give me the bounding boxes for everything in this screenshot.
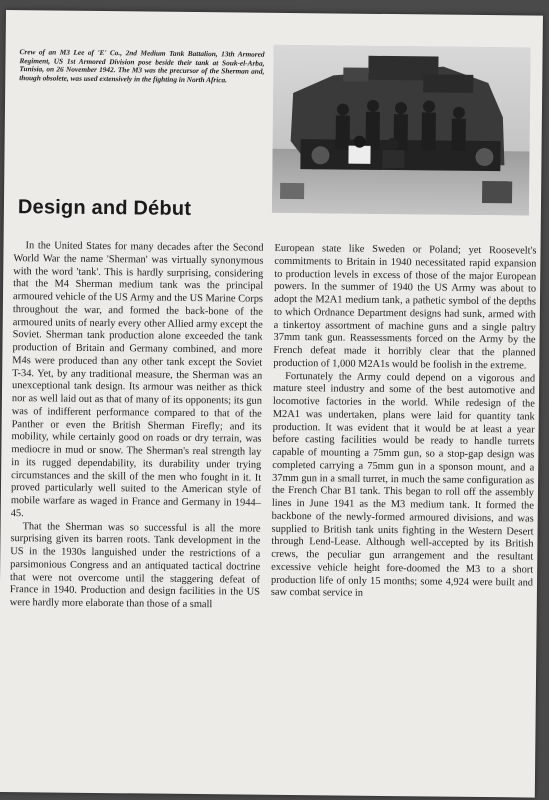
left-text-column bbox=[10, 240, 264, 612]
paragraph: That the Sherman was so successful is all the more surprising given its barren roots. Tank development in the US in the 1930s languished under the restrictions of a parsimonious Congress and an antiquated tactical doctrine that were not overcome until the staggering defeat of France in 1940. Production and design facilities in the US were hardly more elaborate than those of a small bbox=[9, 520, 261, 611]
photo-caption: Crew of an M3 Lee of 'E' Co., 2nd Medium Tank Battalion, 13th Armored Regiment, US 1st Armored Division pose beside their tank at Souk-el-Arba, Tunisia, on 26 November 1942. The M3 was the precursor of the Sherman and, though obsolete, was used extensively in the fighting in North Africa. bbox=[19, 47, 265, 85]
book-page bbox=[0, 10, 543, 798]
right-text-column bbox=[271, 243, 537, 603]
section-heading: Design and Début bbox=[17, 196, 192, 220]
tank-crew-photo-image bbox=[272, 45, 531, 216]
crew-photo bbox=[272, 45, 531, 216]
paragraph: In the United States for many decades after the Second World War the name 'Sherman' was virtually synonymous with the word 'tank'. This is hardly surprising, considering that the M4 Sherman medium tank was the principal armoured vehicle of the US Army and the US Marine Corps throughout the war, and formed the back-bone of the armoured units of nearly every other Allied army except the Soviet. Sherman tank production alone exceeded the tank production of Britain and Germany combined, and more M4s were produced than any other tank except the Soviet T-34. Yet, by any traditional measure, the Sherman was an unexceptional tank design. Its armour was neither as thick nor as well laid out as that of many of its opponents; its gun was of indifferent performance compared to that of the Panther or even the British Sherman Firefly; and its mobility, while certainly good on roads or dry terrain, was mediocre in mud or snow. The Sherman's real strength lay in its rugged dependability, its durability under trying circumstances and the skill of the men who fought in it. It proved particularly well suited to the American style of mobile warfare as waged in France and Germany in 1944–45. bbox=[10, 240, 264, 519]
paragraph: European state like Sweden or Poland; yet Roosevelt's commitments to Britain in 1940 necessitated rapid expansion to production levels in excess of those of the major European powers. In the summer of 1940 the US Army was about to adopt the M2A1 medium tank, a pathetic symbol of the depths to which Ordnance Department designs had sunk, armed with a tinkertoy assortment of machine guns and a single paltry 37mm tank gun. Reassessments forced on the Army by the French defeat made it horribly clear that the planned production of 1,000 M2A1s would be foolish in the extreme. bbox=[273, 242, 537, 372]
paragraph: Fortunately the Army could depend on a vigorous and mature steel industry and some of the best automotive and locomotive factories in the world. While redesign of the M2A1 was undertaken, plans were laid for quantity tank production. It was evident that it would be at least a year before casting facilities would be ready to handle turrets capable of mounting a 75mm gun, so a stop-gap design was completed carrying a 75mm gun in a sponson mount, and a 37mm gun in a small turret, in much the same configuration as the French Char B1 tank. This began to roll off the assembly lines in June 1941 as the M3 medium tank. It formed the backbone of the newly-formed armoured divisions, and was supplied to British tank units fighting in the Western Desert through Lend-Lease. Although well-accepted by its British crews, the peculiar gun arrangement and the resultant excessive vehicle height fore-doomed the M3 to a short production life of only 15 months; some 4,924 were built and saw combat service in bbox=[270, 370, 536, 600]
